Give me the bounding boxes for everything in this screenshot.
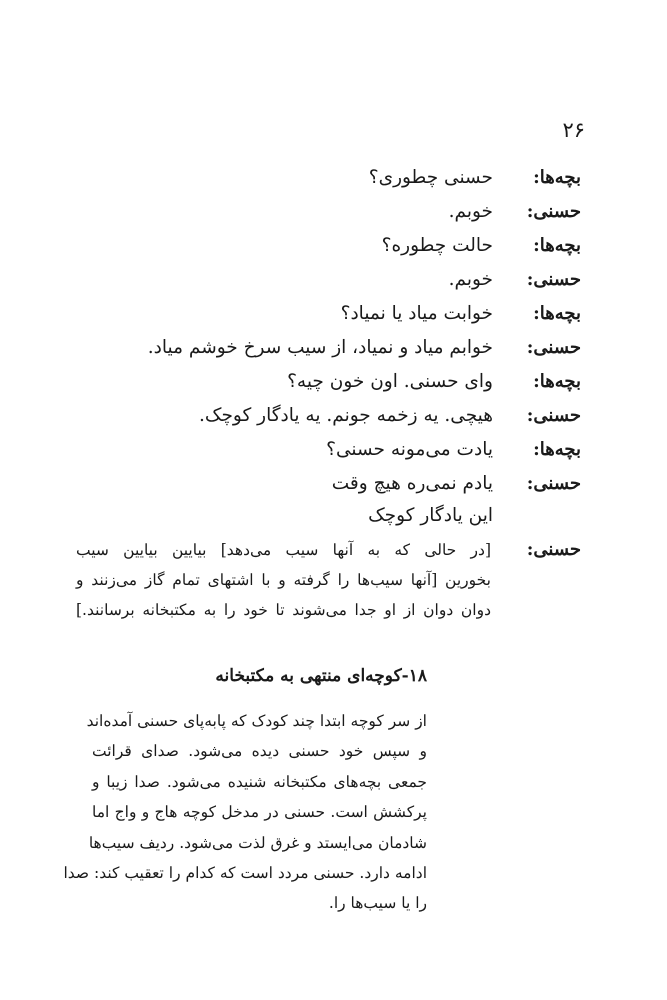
speaker-label: حسنی: (526, 473, 581, 494)
dialogue-line (61, 297, 581, 331)
dialogue-text: وای حسنی. اون خون چیه؟ (287, 371, 493, 392)
dialogue-line (61, 195, 581, 229)
dialogue-text: خوابم میاد و نمیاد، از سیب سرخ خوشم میاد. (147, 337, 493, 358)
speaker-label: حسنی: (526, 539, 581, 560)
scene-heading: ۱۸-کوچه‌ای منتهی به مکتبخانه (215, 666, 427, 686)
scene-description-line: جمعی بچه‌های مکتبخانه شنیده می‌شود. صدا زیبا و (92, 772, 427, 791)
speaker-label: بچه‌ها: (533, 303, 581, 324)
scene-description-line: از سر کوچه ابتدا چند کودک که پابه‌پای حسنی آمده‌اند (86, 712, 427, 730)
dialogue-text: خوابت میاد یا نمیاد؟ (340, 303, 493, 324)
dialogue-line (61, 161, 581, 195)
scene-description (63, 706, 427, 919)
dialogue-line (61, 263, 581, 297)
dialogue-line (61, 433, 581, 467)
speaker-label: بچه‌ها: (533, 235, 581, 256)
dialogue-text: خوبم. (448, 201, 493, 222)
dialogue-text: خوبم. (448, 269, 493, 290)
dialogue-line (61, 399, 581, 433)
dialogue-line (61, 229, 581, 263)
stage-direction-line: دوان دوان از او جدا می‌شوند تا خود را به مکتبخانه برسانند.] (76, 601, 491, 619)
stage-direction-line: [در حالی که به آنها سیب می‌دهد] بیایین بیایین سیب (76, 541, 491, 559)
dialogue-text: یادم نمی‌ره هیچ وقت (331, 473, 493, 494)
dialogue-text: حسنی چطوری؟ (368, 167, 493, 188)
scene-description-line: ادامه دارد. حسنی مردد است که کدام را تعقیب کند: صدا (63, 864, 427, 883)
dialogue-line (61, 365, 581, 399)
speaker-label: حسنی: (526, 269, 581, 290)
dialogue-text: یادت می‌مونه حسنی؟ (326, 439, 493, 460)
speaker-label: حسنی: (526, 405, 581, 426)
speaker-label: حسنی: (526, 201, 581, 222)
dialogue-line (61, 467, 581, 501)
stage-direction-line: بخورین [آنها سیب‌ها را گرفته و با اشتهای تمام گاز می‌زنند و (76, 571, 491, 589)
stage-direction (76, 535, 491, 625)
speaker-label: بچه‌ها: (533, 167, 581, 188)
dialogue-line (61, 331, 581, 365)
scene-description-line: شادمان می‌ایستد و غرق لذت می‌شود. ردیف سیب‌ها (88, 833, 427, 852)
page-number: ۲۶ (562, 118, 585, 142)
speaker-label: بچه‌ها: (533, 439, 581, 460)
scene-description-line: و سپس خود حسنی دیده می‌شود. صدای قرائت (92, 742, 427, 761)
dialogue-text: حالت چطوره؟ (381, 235, 493, 256)
dialogue-continuation: این یادگار کوچک (368, 505, 493, 526)
dialogue-text: هیچی. یه زخمه جونم. یه یادگار کوچک. (199, 405, 493, 426)
speaker-label: بچه‌ها: (533, 371, 581, 392)
speaker-label: حسنی: (526, 337, 581, 358)
scene-description-line: را یا سیب‌ها را. (328, 894, 427, 913)
scene-description-line: پرکشش است. حسنی در مدخل کوچه هاج و واج اما (92, 803, 427, 822)
